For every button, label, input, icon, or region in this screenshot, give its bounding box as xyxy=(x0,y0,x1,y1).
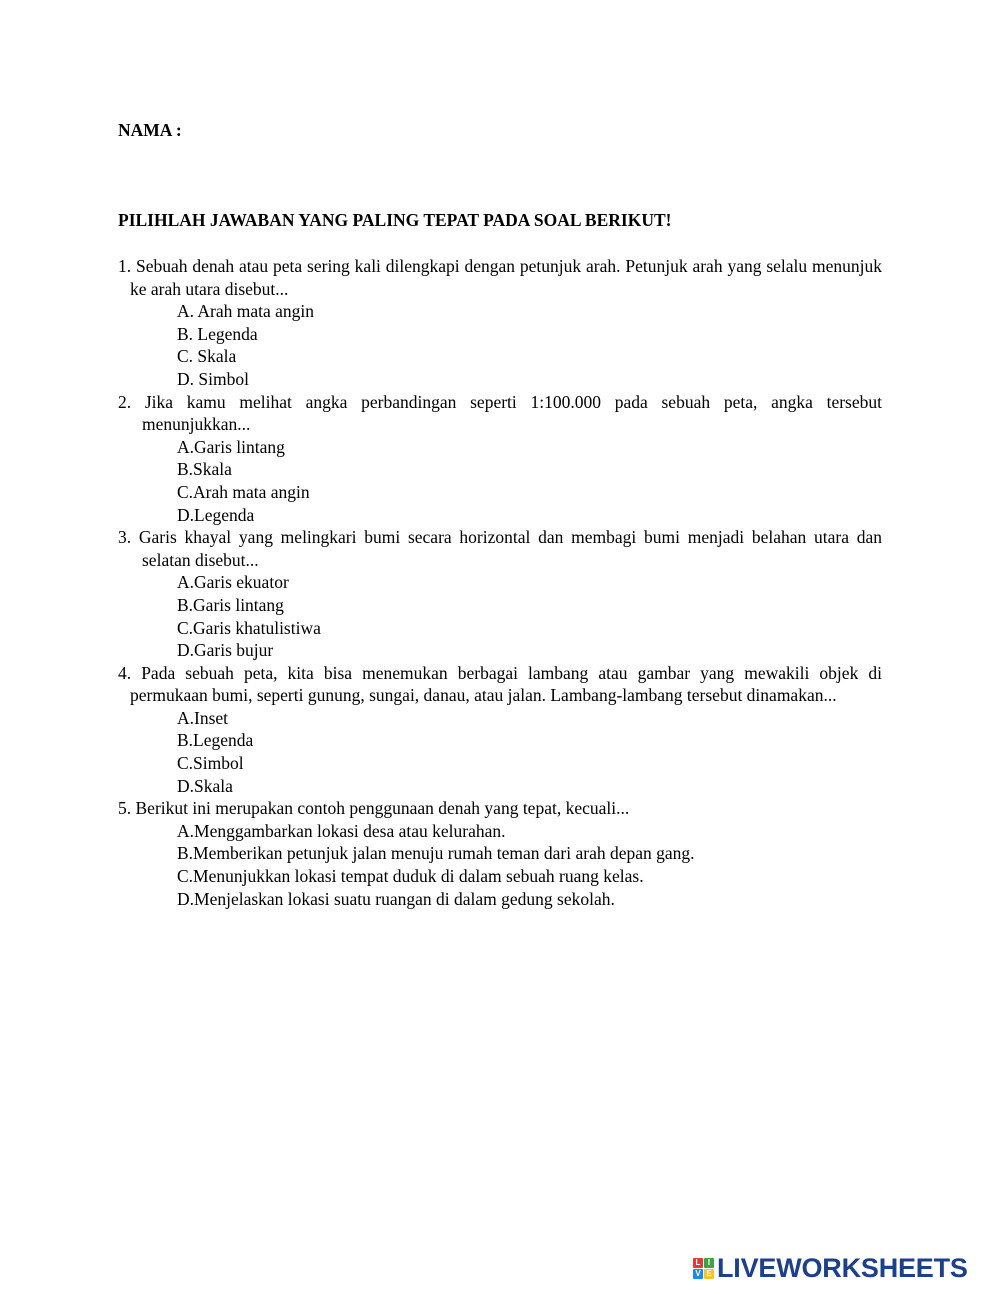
option-d: D.Legenda xyxy=(177,504,255,525)
question-4 xyxy=(118,662,882,798)
question-list xyxy=(118,255,882,910)
question-1 xyxy=(118,255,882,391)
question-text: 2. Jika kamu melihat angka perbandingan seperti 1:100.000 pada sebuah peta, angka tersebut menunjukkan... xyxy=(118,391,882,435)
logo-letter-v: V xyxy=(693,1269,703,1279)
logo-letter-l: L xyxy=(693,1258,703,1268)
option-d: D.Skala xyxy=(177,775,233,796)
question-5 xyxy=(118,797,882,910)
question-text: 5. Berikut ini merupakan contoh penggunaan denah yang tepat, kecuali... xyxy=(118,798,630,819)
option-a: A.Menggambarkan lokasi desa atau kelurahan. xyxy=(177,820,506,841)
option-c: C.Garis khatulistiwa xyxy=(177,617,321,638)
option-a: A.Garis ekuator xyxy=(177,572,289,593)
question-3 xyxy=(118,526,882,662)
logo-letter-e: E xyxy=(704,1269,714,1279)
question-2 xyxy=(118,391,882,527)
option-a: A.Inset xyxy=(177,707,229,728)
option-a: A.Garis lintang xyxy=(177,436,285,457)
option-a: A. Arah mata angin xyxy=(177,301,315,322)
option-b: B.Memberikan petunjuk jalan menuju rumah teman dari arah depan gang. xyxy=(177,843,695,864)
option-d: D.Garis bujur xyxy=(177,640,274,661)
option-b: B. Legenda xyxy=(177,323,258,344)
option-b: B.Skala xyxy=(177,459,232,480)
logo-grid-icon xyxy=(693,1258,714,1279)
option-c: C. Skala xyxy=(177,346,237,367)
option-d: D.Menjelaskan lokasi suatu ruangan di dalam gedung sekolah. xyxy=(177,888,615,909)
option-c: C.Arah mata angin xyxy=(177,481,310,502)
option-b: B.Garis lintang xyxy=(177,594,284,615)
question-text: 4. Pada sebuah peta, kita bisa menemukan berbagai lambang atau gambar yang mewakili objek di permukaan bumi, seperti gunung, sungai, danau, atau jalan. Lambang-lambang tersebut dinamakan... xyxy=(118,662,882,706)
instruction-heading: PILIHLAH JAWABAN YANG PALING TEPAT PADA SOAL BERIKUT! xyxy=(118,210,672,230)
name-label: NAMA : xyxy=(118,120,182,140)
question-text: 1. Sebuah denah atau peta sering kali dilengkapi dengan petunjuk arah. Petunjuk arah yang selalu menunjuk ke arah utara disebut... xyxy=(118,256,882,299)
option-b: B.Legenda xyxy=(177,730,254,751)
option-c: C.Simbol xyxy=(177,753,244,774)
logo-letter-i: I xyxy=(704,1258,714,1268)
option-c: C.Menunjukkan lokasi tempat duduk di dalam sebuah ruang kelas. xyxy=(177,866,644,887)
brand-name: LIVEWORKSHEETS xyxy=(717,1253,968,1283)
question-text: 3. Garis khayal yang melingkari bumi secara horizontal dan membagi bumi menjadi belahan utara dan selatan disebut... xyxy=(118,527,882,570)
option-d: D. Simbol xyxy=(177,368,249,389)
liveworksheets-logo xyxy=(693,1255,968,1282)
